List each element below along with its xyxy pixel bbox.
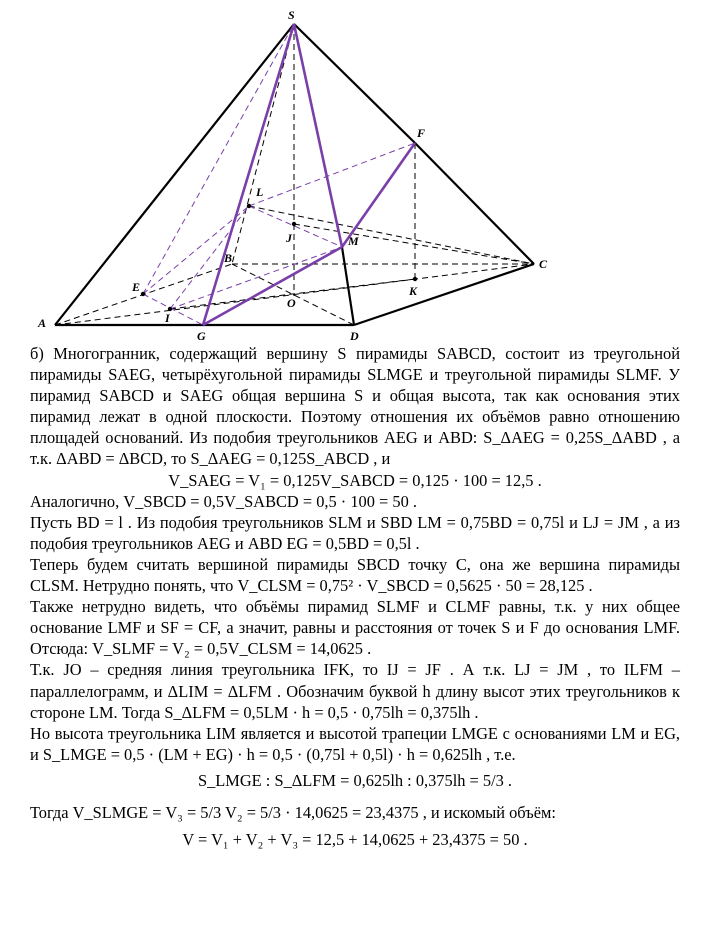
label-B: B (224, 251, 233, 265)
paragraph-v3: Тогда V_SLMGE = V₃ = 5/3 V₂ = 5/3 · 14,0625 = 23,4375 , и искомый объём: (30, 802, 556, 822)
paragraph-clsm: Теперь будем считать вершиной пирамиды SBCD точку C, она же вершина пирамиды CLSM. Нетрудно понять, что V_CLSM = 0,75² · V_SBCD = 0,5625 · 50 = 28,125 . (30, 554, 680, 596)
formula-ratio: S_LMGE : S_ΔLFM = 0,625lh : 0,375lh = 5/3 . (197, 770, 513, 790)
label-F: F (417, 126, 426, 140)
paragraph-intro: б) Многогранник, содержащий вершину S пирамиды SABCD, состоит из треугольной пирамиды SAEG, четырёхугольной пирамиды SLMGE и треугольной пирамиды SLMF. У пирамид SABCD и SAEG общая вершина S и общая высота, так как основания этих пирамид лежат в одной плоскости. Поэтому отношения их объёмов равно отношению площадей оснований. Из подобия треугольников AEG и ABD: S_ΔAEG = 0,25S_ΔABD , а т.к. ΔABD = ΔBCD, то S_ΔAEG = 0,125S_ABCD , и (30, 344, 680, 469)
label-O: O (287, 296, 296, 310)
label-J: J (286, 231, 292, 245)
paragraph-bd: Пусть BD = l . Из подобия треугольников SLM и SBD LM = 0,75BD = 0,75l и LJ = JM , а из подобия треугольников AEG и ABD EG = 0,5BD = 0,5l . (30, 512, 680, 553)
label-A: A (38, 316, 47, 330)
label-G: G (197, 329, 206, 340)
pyramid-figure (0, 0, 708, 340)
hidden-edges (55, 24, 534, 325)
paragraph-parallelogram: Т.к. JO – средняя линия треугольника IFK, то IJ = JF . А т.к. LJ = JM , то ILFM – параллелограмм, и ΔLIM = ΔLFM . Обозначим буквой h длину высот этих треугольников к стороне LM. Тогда S_ΔLFM = 0,5LM · h = 0,5 · 0,75lh = 0,375lh . (30, 660, 680, 722)
label-D: D (350, 329, 359, 340)
paragraph-vsbcd: Аналогично, V_SBCD = 0,5V_SABCD = 0,5 · 100 = 50 . (30, 491, 417, 511)
solution-text (30, 343, 680, 850)
label-C: C (539, 257, 548, 271)
formula-total: V = V₁ + V₂ + V₃ = 12,5 + 14,0625 + 23,4375 = 50 . (182, 829, 528, 849)
point-dots (141, 204, 417, 311)
label-I: I (165, 311, 170, 325)
paragraph-trapezoid: Но высота треугольника LIM является и высотой трапеции LMGE с основаниями LM и EG, и S_LMGE = 0,5 · (LM + EG) · h = 0,5 · (0,75l + 0,5l) · h = 0,625lh , т.е. (30, 723, 680, 764)
label-E: E (132, 280, 141, 294)
label-L: L (256, 185, 264, 199)
label-S: S (288, 8, 295, 22)
label-K: K (409, 284, 418, 298)
label-M: M (348, 234, 359, 248)
formula-v1: V_SAEG = V₁ = 0,125V_SABCD = 0,125 · 100 = 12,5 . (168, 470, 542, 490)
paragraph-slmf: Также нетрудно видеть, что объёмы пирамид SLMF и CLMF равны, т.к. у них общее основание LMF и SF = CF, а значит, равны и расстояния от точек S и F до основания LMF. Отсюда: V_SLMF = V₂ = 0,5V_CLSM = 14,0625 . (30, 597, 680, 659)
section-solid (203, 24, 415, 325)
